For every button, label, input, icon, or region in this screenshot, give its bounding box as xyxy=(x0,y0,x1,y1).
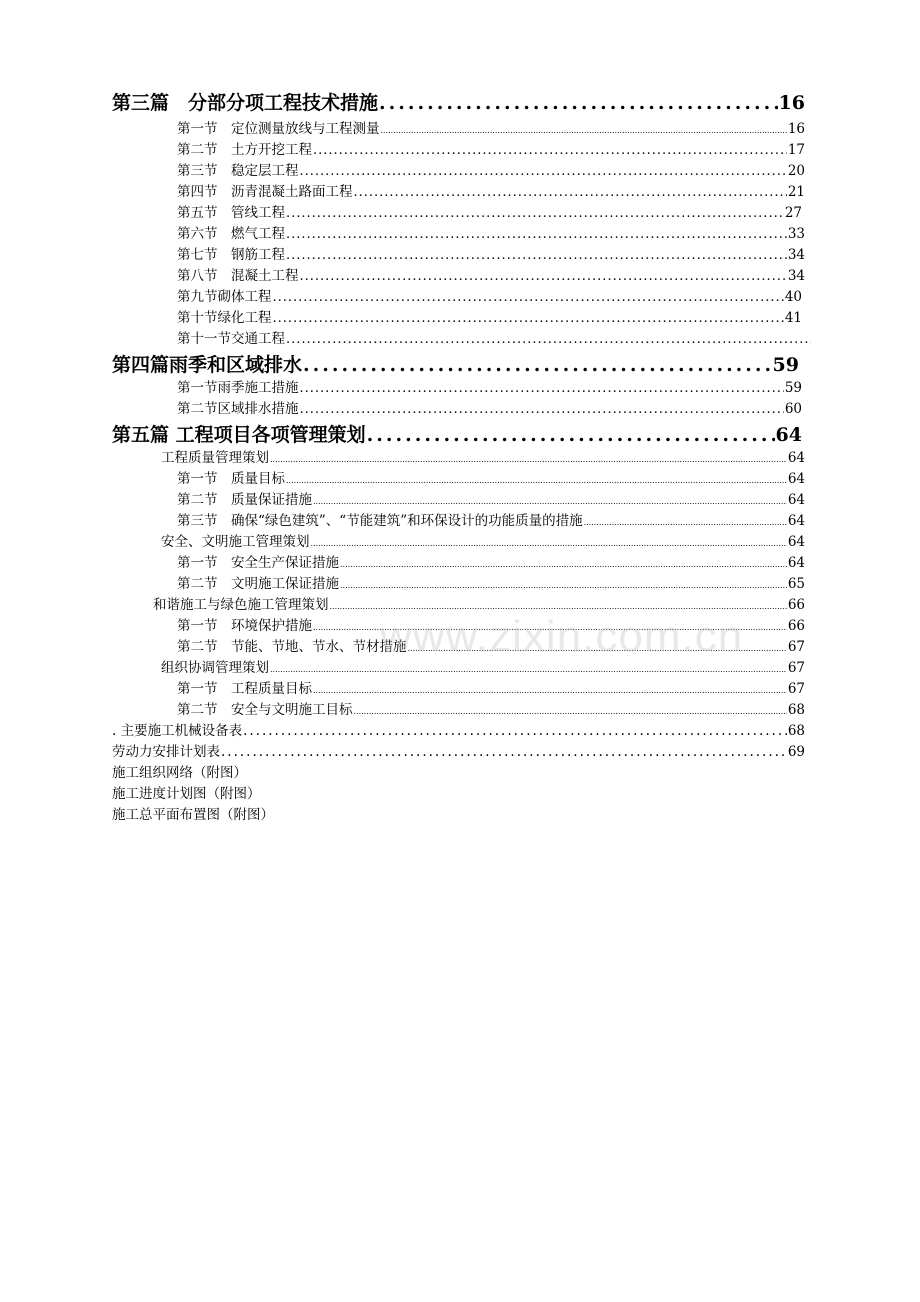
toc-entry[interactable] xyxy=(161,530,805,550)
toc-entry-title: 第九节砌体工程 xyxy=(177,289,272,305)
toc-entry-title: 组织协调管理策划 xyxy=(161,660,269,676)
toc-entry-title: 第一节 工程质量目标 xyxy=(177,681,312,697)
toc-leader-dots xyxy=(270,450,787,466)
toc-leader-dots xyxy=(330,597,787,613)
toc-entry-title: 第五节 管线工程 xyxy=(177,205,285,221)
toc-page-number: 17 xyxy=(787,142,805,158)
toc-entry[interactable] xyxy=(177,572,805,592)
toc-leader-dots xyxy=(286,247,787,263)
toc-leader-dots xyxy=(270,660,787,676)
toc-page-number: 68 xyxy=(787,702,805,718)
toc-entry-title: 第四节 沥青混凝土路面工程 xyxy=(177,184,353,200)
toc-entry[interactable] xyxy=(177,698,805,718)
toc-leader-dots xyxy=(340,576,787,592)
toc-part-heading[interactable] xyxy=(112,420,802,447)
appendix-entry[interactable]: 施工进度计划图（附图） xyxy=(112,786,261,802)
appendix-entry[interactable]: 施工总平面布置图（附图） xyxy=(112,807,274,823)
toc-entry-title: 第八节 混凝土工程 xyxy=(177,268,299,284)
toc-page-number: 66 xyxy=(787,618,805,634)
toc-page-number: 66 xyxy=(787,597,805,613)
toc-entry[interactable] xyxy=(112,740,805,760)
toc-entry-title: 第二节区域排水措施 xyxy=(177,401,299,417)
toc-page-number: 65 xyxy=(787,576,805,592)
toc-entry[interactable] xyxy=(177,138,805,158)
toc-page-number: 40 xyxy=(784,289,802,305)
toc-leader-dots xyxy=(313,681,787,697)
toc-leader-dots xyxy=(300,163,787,179)
toc-entry-title: 第二节 安全与文明施工目标 xyxy=(177,702,353,718)
toc-leader-dots xyxy=(379,92,778,114)
toc-entry-title: 第三节 确保“绿色建筑”、“节能建筑”和环保设计的功能质量的措施 xyxy=(177,513,583,529)
toc-leader-dots xyxy=(340,555,787,571)
toc-page-number: 64 xyxy=(775,424,802,446)
toc-entry-title: 第三篇 分部分项工程技术措施 xyxy=(112,92,379,114)
toc-entry-title: 劳动力安排计划表 xyxy=(112,744,220,760)
toc-page-number: 67 xyxy=(787,681,805,697)
toc-leader-dots xyxy=(313,142,787,158)
toc-leader-dots xyxy=(381,121,787,137)
toc-entry[interactable] xyxy=(112,719,805,739)
toc-leader-dots xyxy=(221,744,787,760)
toc-leader-dots xyxy=(273,310,784,326)
toc-entry[interactable] xyxy=(177,509,805,529)
toc-entry[interactable] xyxy=(153,593,805,613)
toc-page-number: 20 xyxy=(787,163,805,179)
toc-page-number: 34 xyxy=(787,247,805,263)
toc-entry-title: 第二节 质量保证措施 xyxy=(177,492,312,508)
toc-leader-dots xyxy=(243,723,787,739)
toc-page-number: 64 xyxy=(787,471,805,487)
toc-entry[interactable] xyxy=(177,376,802,396)
toc-entry[interactable] xyxy=(177,327,812,347)
toc-page-number: 60 xyxy=(784,401,802,417)
toc-entry-title: 第一节雨季施工措施 xyxy=(177,380,299,396)
appendix-entry[interactable]: 施工组织网络（附图） xyxy=(112,765,247,781)
toc-entry-title: 和谐施工与绿色施工管理策划 xyxy=(153,597,329,613)
toc-leader-dots xyxy=(300,401,784,417)
toc-entry-title: 第四篇雨季和区域排水 xyxy=(112,354,303,376)
toc-page-number: 68 xyxy=(787,723,805,739)
toc-entry[interactable] xyxy=(177,488,805,508)
toc-entry-title: 第五篇 工程项目各项管理策划 xyxy=(112,424,366,446)
toc-page-number: 64 xyxy=(787,513,805,529)
toc-leader-dots xyxy=(286,471,787,487)
toc-part-heading[interactable] xyxy=(112,88,805,115)
toc-entry[interactable] xyxy=(161,446,805,466)
toc-entry[interactable] xyxy=(177,551,805,571)
toc-entry[interactable] xyxy=(177,243,805,263)
toc-page-number: 16 xyxy=(778,92,805,114)
toc-page-number: 27 xyxy=(784,205,802,221)
toc-entry-title: 第十节绿化工程 xyxy=(177,310,272,326)
toc-page-number: 69 xyxy=(787,744,805,760)
toc-entry-title: 第六节 燃气工程 xyxy=(177,226,285,242)
toc-entry[interactable] xyxy=(177,677,805,697)
toc-entry-title: 工程质量管理策划 xyxy=(161,450,269,466)
toc-entry[interactable] xyxy=(177,222,805,242)
toc-leader-dots xyxy=(286,331,811,347)
toc-entry-title: 安全、文明施工管理策划 xyxy=(161,534,310,550)
toc-entry[interactable] xyxy=(177,180,805,200)
toc-page-number: 64 xyxy=(787,555,805,571)
toc-leader-dots xyxy=(584,513,787,529)
toc-page-number: 64 xyxy=(787,534,805,550)
toc-leader-dots xyxy=(286,226,787,242)
toc-entry[interactable] xyxy=(177,467,805,487)
toc-entry-title: 第一节 质量目标 xyxy=(177,471,285,487)
toc-leader-dots xyxy=(354,184,787,200)
toc-entry-title: 第一节 环境保护措施 xyxy=(177,618,312,634)
watermark: www.zixin.com.cn xyxy=(380,612,744,661)
toc-leader-dots xyxy=(313,492,787,508)
toc-entry[interactable] xyxy=(177,285,802,305)
toc-page-number: 59 xyxy=(784,380,802,396)
toc-entry-title: 第二节 节能、节地、节水、节材措施 xyxy=(177,639,407,655)
toc-part-heading[interactable] xyxy=(112,350,799,377)
toc-entry[interactable] xyxy=(177,306,802,326)
toc-leader-dots xyxy=(300,380,784,396)
toc-entry-title: 第三节 稳定层工程 xyxy=(177,163,299,179)
toc-page-number: 67 xyxy=(787,639,805,655)
toc-entry[interactable] xyxy=(177,201,802,221)
toc-leader-dots xyxy=(286,205,784,221)
toc-page-number: 34 xyxy=(787,268,805,284)
toc-page-number: 16 xyxy=(787,121,805,137)
toc-entry[interactable] xyxy=(177,117,805,137)
toc-leader-dots xyxy=(367,424,775,446)
toc-entry-title: 第二节 土方开挖工程 xyxy=(177,142,312,158)
toc-entry-title: 第一节 定位测量放线与工程测量 xyxy=(177,121,380,137)
toc-leader-dots xyxy=(354,702,787,718)
toc-entry-title: 第一节 安全生产保证措施 xyxy=(177,555,339,571)
toc-page-number: 41 xyxy=(784,310,802,326)
toc-entry-title: 第二节 文明施工保证措施 xyxy=(177,576,339,592)
toc-entry[interactable] xyxy=(177,264,805,284)
toc-page-number: 64 xyxy=(787,450,805,466)
toc-leader-dots xyxy=(273,289,784,305)
toc-entry-title: . 主要施工机械设备表 xyxy=(112,723,243,739)
toc-page-number: 67 xyxy=(787,660,805,676)
toc-entry[interactable] xyxy=(177,397,802,417)
toc-leader-dots xyxy=(311,534,787,550)
toc-entry[interactable] xyxy=(177,159,805,179)
toc-page-number: 64 xyxy=(787,492,805,508)
toc-leader-dots xyxy=(300,268,787,284)
toc-page-number: 59 xyxy=(772,354,799,376)
toc-page-number: 33 xyxy=(787,226,805,242)
toc-leader-dots xyxy=(303,354,772,376)
toc-page-number: 21 xyxy=(787,184,805,200)
toc-entry-title: 第七节 钢筋工程 xyxy=(177,247,285,263)
toc-entry-title: 第十一节交通工程 xyxy=(177,331,285,347)
